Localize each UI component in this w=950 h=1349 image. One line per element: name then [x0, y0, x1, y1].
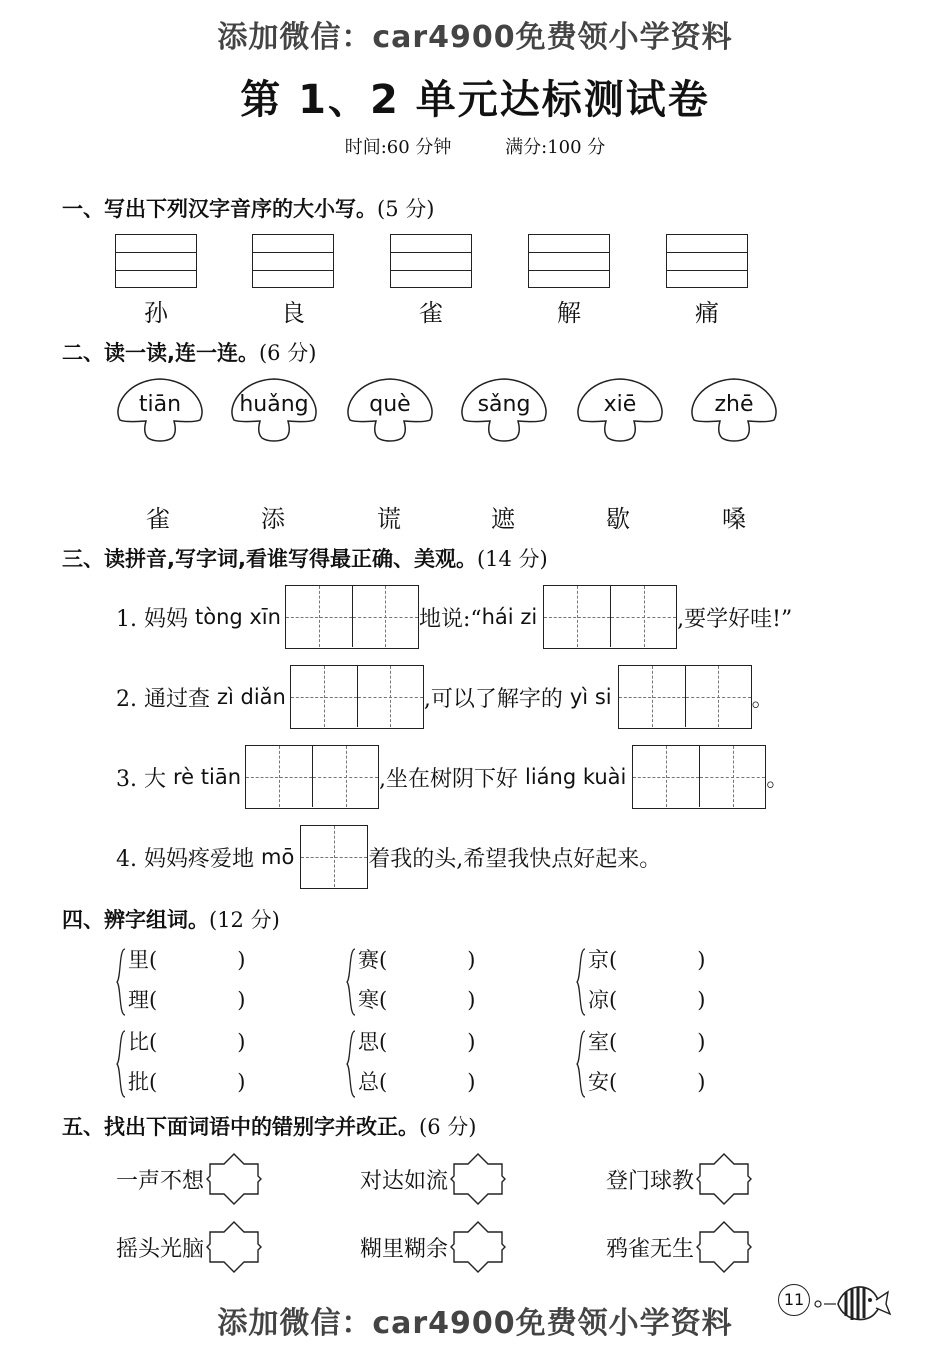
writing-grid[interactable] — [300, 825, 368, 889]
row-text: 1. 妈妈 — [116, 606, 188, 632]
char-label: 痛 — [695, 299, 719, 327]
hanzi-target[interactable]: 雀 — [146, 505, 170, 533]
four-line-box[interactable] — [666, 234, 748, 288]
section-1-title: 一、写出下列汉字音序的大小写。 — [62, 197, 377, 221]
paren-close: ) — [467, 988, 476, 1012]
paren-close: ) — [697, 1070, 706, 1094]
question-row-1 — [116, 584, 792, 650]
pair-item: 京( — [588, 948, 618, 972]
four-line-box[interactable] — [115, 234, 197, 288]
pinyin-label: tiān — [138, 392, 182, 417]
four-line-box[interactable] — [252, 234, 334, 288]
mushroom-pinyin[interactable] — [344, 376, 440, 442]
star-answer-box[interactable] — [696, 1220, 752, 1274]
writing-grid[interactable] — [290, 665, 424, 729]
writing-grid[interactable] — [632, 745, 766, 809]
question-row-3 — [116, 744, 788, 810]
pinyin-label: zhē — [714, 392, 754, 417]
watermark-bottom: 添加微信：car4900免费领小学资料 — [217, 1306, 733, 1341]
error-word-item — [116, 1152, 262, 1206]
pair-item: 思( — [358, 1030, 388, 1054]
section-4-title: 四、辨字组词。 — [62, 908, 209, 932]
row-text: 3. 大 — [116, 766, 166, 792]
pinyin-label: huǎng — [239, 392, 309, 417]
section-4-heading — [62, 904, 280, 934]
hanzi-target[interactable]: 谎 — [377, 505, 401, 533]
error-word: 糊里糊余 — [360, 1236, 449, 1262]
row-text: 。 — [766, 766, 789, 792]
row-text: 2. 通过查 — [116, 686, 210, 712]
page-title: 第 1、2 单元达标测试卷 — [240, 77, 710, 123]
star-answer-box[interactable] — [206, 1152, 262, 1206]
row-text: 4. 妈妈疼爱地 — [116, 846, 254, 872]
mushroom-pinyin[interactable] — [114, 376, 210, 442]
paren-close: ) — [697, 1030, 706, 1054]
char-label: 雀 — [419, 299, 443, 327]
error-word-item — [116, 1220, 262, 1274]
error-word-item — [606, 1220, 752, 1274]
paren-close: ) — [237, 1070, 246, 1094]
section-1-points: (5 分) — [377, 197, 435, 221]
writing-grid[interactable] — [618, 665, 752, 729]
row-text: 着我的头,希望我快点好起来。 — [368, 846, 662, 872]
four-line-box[interactable] — [390, 234, 472, 288]
error-word: 鸦雀无生 — [606, 1236, 695, 1262]
exam-info — [0, 133, 950, 159]
section-5-points: (6 分) — [419, 1115, 477, 1139]
mushroom-pinyin[interactable] — [458, 376, 554, 442]
error-word-item — [606, 1152, 752, 1206]
time-limit: 时间:60 分钟 — [344, 137, 452, 158]
pair-item: 比( — [128, 1030, 158, 1054]
mushroom-pinyin[interactable] — [688, 376, 784, 442]
writing-grid[interactable] — [245, 745, 379, 809]
pair-item: 室( — [588, 1030, 618, 1054]
pair-item: 安( — [588, 1070, 618, 1094]
row-text: ,可以了解字的 — [423, 686, 563, 712]
section-3-heading — [62, 543, 548, 573]
error-word: 对达如流 — [360, 1168, 449, 1194]
row-pinyin: zì diǎn — [216, 685, 286, 709]
writing-grid[interactable] — [543, 585, 677, 649]
pair-item: 赛( — [358, 948, 388, 972]
star-answer-box[interactable] — [450, 1220, 506, 1274]
row-pinyin: hái zi — [481, 605, 538, 629]
section-5-heading — [62, 1111, 476, 1141]
char-label: 孙 — [144, 299, 168, 327]
paren-close: ) — [467, 1030, 476, 1054]
paren-close: ) — [467, 948, 476, 972]
section-2-points: (6 分) — [258, 341, 317, 365]
error-word: 一声不想 — [116, 1168, 205, 1194]
writing-grid[interactable] — [285, 585, 419, 649]
hanzi-target[interactable]: 遮 — [491, 505, 515, 533]
paren-close: ) — [237, 988, 246, 1012]
pair-item: 批( — [128, 1070, 158, 1094]
row-pinyin: tòng xīn — [194, 605, 281, 629]
error-word: 摇头光脑 — [116, 1236, 205, 1262]
star-answer-box[interactable] — [206, 1220, 262, 1274]
paren-close: ) — [697, 988, 706, 1012]
pair-item: 凉( — [588, 988, 618, 1012]
error-word-item — [360, 1152, 506, 1206]
star-answer-box[interactable] — [450, 1152, 506, 1206]
pair-item: 寒( — [358, 988, 388, 1012]
hanzi-target[interactable]: 添 — [261, 505, 285, 533]
paren-close: ) — [697, 948, 706, 972]
error-word-item — [360, 1220, 506, 1274]
section-4-points: (12 分) — [209, 908, 280, 932]
paren-close: ) — [237, 948, 246, 972]
page-number: 11 — [778, 1284, 810, 1316]
section-3-points: (14 分) — [476, 547, 548, 571]
row-pinyin: yì si — [569, 685, 612, 709]
char-label: 解 — [557, 299, 581, 327]
section-2-heading — [62, 337, 316, 367]
star-answer-box[interactable] — [696, 1152, 752, 1206]
hanzi-target[interactable]: 歇 — [606, 505, 630, 533]
section-3-title: 三、读拼音,写字词,看谁写得最正确、美观。 — [62, 547, 477, 571]
row-text: ,坐在树阴下好 — [379, 766, 518, 792]
hanzi-target[interactable]: 嗓 — [722, 505, 746, 533]
pinyin-label: què — [369, 392, 411, 417]
paren-close: ) — [237, 1030, 246, 1054]
row-pinyin: rè tiān — [172, 765, 241, 789]
row-text: 地说:“ — [418, 606, 482, 632]
row-text: ,要学好哇!” — [677, 606, 793, 632]
total-score: 满分:100 分 — [505, 137, 606, 158]
question-row-4 — [116, 824, 661, 890]
four-line-box[interactable] — [528, 234, 610, 288]
pair-item: 里( — [128, 948, 158, 972]
pair-item: 理( — [128, 988, 158, 1012]
paren-close: ) — [467, 1070, 476, 1094]
char-label: 良 — [281, 299, 305, 327]
section-2-title: 二、读一读,连一连。 — [62, 341, 259, 365]
row-pinyin: liáng kuài — [525, 765, 627, 789]
row-text: 。 — [751, 686, 774, 712]
watermark-top: 添加微信：car4900免费领小学资料 — [217, 20, 733, 55]
section-5-title: 五、找出下面词语中的错别字并改正。 — [62, 1115, 419, 1139]
question-row-2 — [116, 664, 774, 730]
pinyin-label: sǎng — [477, 392, 531, 417]
mushroom-pinyin[interactable] — [574, 376, 670, 442]
error-word: 登门球教 — [606, 1168, 695, 1194]
row-pinyin: mō — [260, 845, 295, 869]
pair-item: 总( — [358, 1070, 388, 1094]
pinyin-label: xiē — [603, 392, 637, 417]
section-1-heading — [62, 193, 434, 223]
mushroom-pinyin[interactable] — [228, 376, 324, 442]
